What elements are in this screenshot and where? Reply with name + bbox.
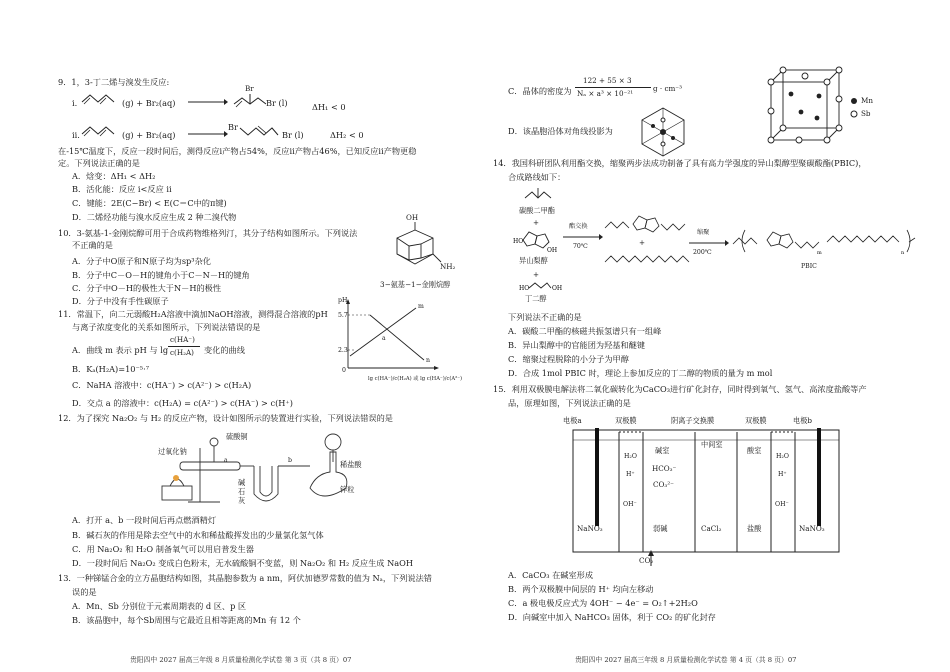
q15-stem1: 15．利用双极膜电解法将二氧化碳转化为CaCO₃进行矿化封存，同时得到氧气、氢气、高浓度盐酸等产 — [493, 384, 867, 394]
q15-bpm1-h: H⁺ — [626, 471, 635, 478]
right-footer: 贵阳四中 2027 届高三年级 8 月质量检测化学试卷 第 4 页（共 8 页）07 — [575, 656, 797, 664]
q9-option-a: A．焓变：ΔH₁ < ΔH₂ — [72, 171, 156, 181]
unit-cell-diagram — [767, 66, 847, 146]
q10-stem2: 不正确的是 — [72, 240, 113, 250]
q12-option-b: B．碱石灰的作用是除去空气中的水和稀盐酸挥发出的少量氯化氢气体 — [72, 530, 324, 540]
q14-step1b: 70℃ — [573, 243, 588, 250]
arrow-step2 — [689, 238, 729, 248]
q10-option-c: C．分子中O－H的极性大于N－H的极性 — [72, 283, 222, 293]
q14-step1a: 酯交换 — [569, 223, 588, 230]
q11-chart-57: 5.7 — [338, 312, 348, 319]
q15-label-bpm2: 双极膜 — [745, 416, 767, 425]
q14-label-pbic: PBIC — [801, 263, 817, 270]
q13-option-c-pre: C．晶体的密度为 — [508, 86, 572, 96]
q12-label-lime: 碱石灰 — [238, 478, 246, 505]
svg-text:HO: HO — [519, 285, 530, 292]
q9-r1-dh: ΔH₁ < 0 — [312, 102, 346, 112]
q15-stem2: 品，原理如图，下列说法正确的是 — [508, 398, 631, 408]
q12-option-c: C．用 Na₂O₂ 和 H₂O 制备氧气可以用启普发生器 — [72, 544, 254, 554]
q14-step2a: 缩聚 — [697, 229, 710, 236]
q14-option-b: B．异山梨醇中的官能团为羟基和醚键 — [508, 340, 646, 350]
q11-option-a-den: c(H₂A) — [170, 348, 194, 357]
reaction-arrow-2 — [188, 130, 228, 138]
q15-bpm1-h2o: H₂O — [624, 453, 637, 460]
q9-r1-label: i. — [72, 98, 78, 108]
q13-option-c-den: Nₐ × a³ × 10⁻²¹ — [577, 89, 634, 98]
q15-label-electrode-a: 电极a — [563, 416, 582, 425]
q15-bpm1-oh: OH⁻ — [623, 501, 637, 508]
q14-stem2: 合成路线如下： — [508, 172, 566, 182]
dmc-structure — [523, 186, 553, 202]
q12-label-cuso4: 硫酸铜 — [226, 432, 248, 441]
q15-bpm2-h2o: H₂O — [776, 453, 789, 460]
q12-stem: 12．为了探究 Na₂O₂ 与 H₂ 的反应产物，设计如图所示的装置进行实验，下列说法错误的是 — [58, 413, 393, 423]
q9-r2-reactants: (g) + Br₂(aq) — [122, 130, 176, 140]
q9-option-d: D．二烯烃功能与溴水反应生成 2 种二溴代物 — [72, 212, 237, 222]
q11-chart-n: n — [426, 357, 430, 364]
right-page — [475, 0, 950, 672]
legend-markers — [849, 96, 859, 120]
q12-option-d: D．一段时间后 Na₂O₂ 变成白色粉末，无水硫酸铜不变蓝，则 Na₂O₂ 和 H₂ 反应生成 NaOH — [72, 558, 413, 568]
q11-option-b: B．Kₐ(H₂A)=10⁻⁵·⁷ — [72, 364, 149, 374]
intermediate1-structure — [603, 210, 687, 238]
q15-bpm2-oh: OH⁻ — [775, 501, 789, 508]
q14-plus3: + — [533, 270, 540, 279]
q13-option-d: D．该晶胞沿体对角线投影为 — [508, 126, 613, 136]
q11-option-a-pre: A．曲线 m 表示 pH 与 lg — [72, 345, 169, 355]
q15-label-hco3: HCO₃⁻ — [652, 464, 677, 473]
q10-fig-nh2: NH₂ — [440, 262, 456, 271]
q15-label-acid: 酸室 — [747, 446, 762, 455]
q11-chart-xlabel: lg c(HA⁻)/c(H₂A) 或 lg c(HA⁻)/c(A²⁻) — [368, 376, 462, 382]
q9-stem: 9．1，3-丁二烯与溴发生反应: — [58, 77, 170, 87]
q15-label-bpm1: 双极膜 — [615, 416, 637, 425]
svg-text:OH: OH — [552, 285, 563, 292]
q9-r2-br-right: Br (l) — [282, 130, 304, 140]
svg-text:m: m — [817, 250, 822, 256]
q13-option-c-unit: g · cm⁻³ — [653, 84, 682, 93]
fraction-bar — [575, 87, 651, 88]
q9-option-c: C．键能：2E(C−Br) < E(C＝C中的π键) — [72, 198, 227, 208]
q9-line2: 定。下列说法正确的是 — [58, 158, 140, 168]
svg-text:n: n — [901, 250, 905, 256]
q14-step2b: 200℃ — [693, 249, 712, 256]
q15-label-nano3b: NaNO₃ — [799, 524, 825, 533]
butanediol-structure — [519, 280, 563, 292]
q15-option-c: C．a 极电极反应式为 4OH⁻ − 4e⁻ = O₂↑+2H₂O — [508, 598, 698, 608]
q12-label-a: a — [224, 457, 228, 464]
q14-stem1: 14．我国科研团队利用酯交换，缩聚两步法成功制备了具有高力学强度的异山梨醇型聚碳酸酯(PBIC)， — [493, 158, 867, 168]
q11-option-a-num: c(HA⁻) — [170, 335, 195, 344]
butadiene-structure-1 — [80, 90, 120, 106]
q15-label-alk: 碱室 — [655, 446, 670, 455]
q9-r1-reactants: (g) + Br₂(aq) — [122, 98, 176, 108]
q9-r1-br: Br — [245, 84, 254, 93]
q10-fig-oh: OH — [406, 213, 419, 222]
q15-label-co2: CO₂ — [639, 556, 654, 565]
q15-bpm2-h: H⁺ — [778, 471, 787, 478]
q15-label-co3: CO₃²⁻ — [653, 480, 674, 489]
q14-label-bdo: 丁二醇 — [525, 294, 547, 303]
q11-stem1: 11．常温下，向二元弱酸H₂A溶液中滴加NaOH溶液，测得混合溶液的pH — [58, 309, 328, 319]
q11-option-c: C．NaHA 溶液中：c(HA⁻) > c(A²⁻) > c(H₂A) — [72, 380, 252, 390]
q13-option-b: B．该晶胞中，每个Sb周围与它最近且相等距离的Mn 有 12 个 — [72, 615, 301, 625]
q11-chart-ph: pH — [338, 297, 348, 304]
q9-option-b: B．活化能：反应 i<反应 ii — [72, 184, 172, 194]
q11-stem2: 与离子浓度变化的关系如图所示，下列说法错误的是 — [72, 322, 261, 332]
q12-option-a: A．打开 a、b 一段时间后再点燃酒精灯 — [72, 515, 217, 525]
q14-option-a: A．碳酸二甲酯的核磁共振氢谱只有一组峰 — [508, 326, 662, 336]
q10-caption: 3−氨基−1−金刚烷醇 — [380, 280, 451, 289]
q12-label-hcl: 稀盐酸 — [340, 460, 362, 469]
q10-option-b: B．分子中C－O－H的键角小于C－N－H的键角 — [72, 270, 250, 280]
q14-option-d: D．合成 1mol PBIC 时，理论上参加反应的丁二醇的物质的量为 m mol — [508, 368, 773, 378]
arrow-step1 — [563, 232, 603, 242]
q14-plus2: + — [639, 238, 646, 247]
intermediate2-structure — [603, 250, 693, 268]
q15-label-weak: 弱碱 — [653, 524, 668, 533]
left-footer: 贵阳四中 2027 届高三年级 8 月质量检测化学试卷 第 3 页（共 8 页）07 — [130, 656, 352, 664]
q13-stem1: 13．一种锑锰合金的立方晶胞结构如图，其晶胞参数为 a nm，阿伏加德罗常数的值为 Nₐ，下列说法错 — [58, 573, 432, 583]
q12-label-zn: 锌粒 — [340, 485, 355, 494]
adamantane-structure — [385, 222, 447, 272]
q15-label-cacl2: CaCl₂ — [701, 524, 722, 533]
q12-label-b: b — [288, 457, 292, 464]
q14-plus1: + — [533, 218, 540, 227]
q11-option-d: D．交点 a 的溶液中：c(H₂A) = c(A²⁻) > c(HA⁻) > c(H⁺) — [72, 398, 293, 408]
reaction-arrow-1 — [188, 98, 228, 106]
q10-option-d: D．分子中没有手性碳原子 — [72, 296, 169, 306]
svg-text:OH: OH — [547, 247, 558, 254]
q9-r1-br-l: Br (l) — [266, 98, 288, 108]
legend-sb: Sb — [861, 109, 871, 118]
q15-label-electrode-b: 电极b — [793, 416, 812, 425]
q9-r2-dh: ΔH₂ < 0 — [330, 130, 364, 140]
q12-label-na2o2: 过氧化钠 — [158, 447, 187, 456]
butadiene-structure-2 — [80, 122, 120, 138]
q9-line1: 在-15℃温度下，反应一段时间后，测得反应i产物占54%，反应ii产物占46%，已知反应ii产物更稳 — [58, 146, 417, 156]
q14-option-c: C．缩聚过程脱除的小分子为甲醇 — [508, 354, 629, 364]
q13-option-c-num: 122 + 55 × 3 — [583, 76, 632, 85]
q14-label-isb: 异山梨醇 — [519, 256, 548, 265]
q11-chart-a: a — [382, 335, 386, 342]
isosorbide-structure — [513, 226, 557, 254]
q9-r2-label: ii. — [72, 130, 80, 140]
q13-stem2: 误的是 — [72, 587, 97, 597]
q14-question: 下列说法不正确的是 — [508, 312, 582, 322]
hexagon-projection — [637, 106, 689, 158]
q15-option-b: B．两个双极膜中间层的 H⁺ 均向左移动 — [508, 584, 654, 594]
legend-mn: Mn — [861, 96, 873, 105]
apparatus-diagram — [150, 428, 370, 510]
q11-option-a-post: 变化的曲线 — [204, 345, 245, 355]
q10-option-a: A．分子中O原子和N原子均为sp³杂化 — [72, 256, 211, 266]
q15-option-a: A．CaCO₃ 在碱室形成 — [508, 570, 594, 580]
pbic-structure — [731, 226, 915, 256]
q11-chart-m: m — [418, 303, 424, 310]
q11-chart-23: 2.3 — [338, 347, 348, 354]
q14-label-dmc: 碳酸二甲酯 — [519, 206, 555, 215]
q15-option-d: D．向碱室中加入 NaHCO₃ 固体，利于 CO₂ 的矿化封存 — [508, 612, 716, 622]
q9-r2-br-left: Br — [228, 122, 238, 132]
q15-label-hcl: 盐酸 — [747, 524, 762, 533]
q15-label-mid: 中间室 — [701, 440, 723, 449]
svg-text:HO: HO — [513, 238, 524, 245]
q11-chart-o: 0 — [342, 367, 346, 374]
product-structure-2 — [238, 122, 282, 140]
fraction-bar — [168, 346, 200, 347]
q13-option-a: A．Mn、Sb 分别位于元素周期表的 d 区、p 区 — [72, 601, 247, 611]
q15-label-aem: 阴离子交换膜 — [671, 416, 715, 425]
q15-label-nano3a: NaNO₃ — [577, 524, 603, 533]
q10-stem1: 10．3-氨基-1-金刚烷醇可用于合成药物维格列汀，其分子结构如图所示。下列说法 — [58, 228, 358, 238]
